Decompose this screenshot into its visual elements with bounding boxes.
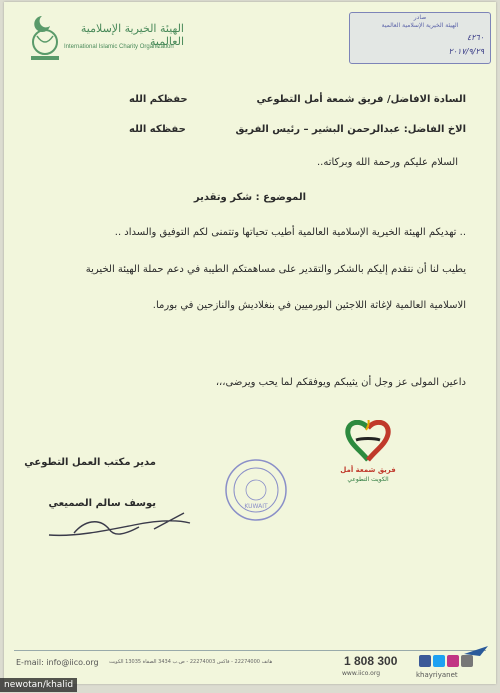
- recipient-salute: حفظكم الله: [129, 94, 188, 105]
- facebook-icon: [419, 655, 431, 667]
- plane-icon: [462, 642, 490, 658]
- stamp-org: الهيئة الخيرية الإسلامية العالمية: [381, 22, 459, 29]
- organization-logo: [26, 12, 186, 68]
- paragraph-2-line-2: الاسلامية العالمية لإغاثة اللاجئين البورميين في بنغلاديش والنازحين في بورما.: [152, 300, 466, 311]
- signatory-name: يوسف سالم الصميعي: [48, 498, 156, 509]
- team-logo-subtitle: الكويت التطوعي: [347, 476, 389, 483]
- crescent-globe-icon: [28, 12, 62, 64]
- stamp-date: ٢٠١٧/٩/٢٩: [448, 47, 484, 56]
- org-name-english: International Islamic Charity Organization: [64, 44, 174, 50]
- stamp-number: ٤٢٦٠: [466, 33, 484, 42]
- org-name-arabic: الهيئة الخيرية الإسلامية العالمية: [80, 22, 184, 48]
- watermark-label: newotan/khalid: [0, 678, 77, 692]
- instagram-icon: [447, 655, 459, 667]
- attention-line: الاخ الفاضل: عبدالرحمن البشير – رئيس الفريق: [235, 124, 466, 135]
- team-logo-name: فريق شمعة أمل: [340, 466, 396, 474]
- footer-hashtag: khayriyanet: [416, 671, 458, 679]
- team-logo: [332, 420, 404, 492]
- handwritten-signature: [44, 507, 194, 547]
- stamp-label: صادر: [413, 14, 427, 21]
- attention-salute: حفظكه الله: [129, 124, 186, 135]
- seal-text: KUWAIT: [244, 503, 268, 510]
- twitter-icon: [433, 655, 445, 667]
- footer-divider: [14, 650, 486, 651]
- reference-stamp: [349, 12, 491, 64]
- kuwait-flag-heart-icon: [338, 420, 398, 466]
- letter-page: [4, 2, 496, 684]
- footer-email: E-mail: info@iico.org: [16, 658, 99, 667]
- footer-phone: 1 808 300: [344, 654, 398, 668]
- closing-line: داعين المولى عز وجل أن يثيبكم ويوفقكم لما يحب ويرضى،،،: [215, 377, 466, 388]
- subject-line: الموضوع : شكر وتقدير: [193, 192, 306, 203]
- official-seal: [224, 458, 288, 522]
- recipient-line: السادة الافاضل/ فريق شمعة أمل التطوعي: [256, 94, 466, 105]
- footer-website: www.iico.org: [342, 670, 381, 677]
- paragraph-2-line-1: يطيب لنا أن نتقدم إليكم بالشكر والتقدير على مساهمتكم الطيبة في دعم حملة الهيئة الخيرية: [85, 264, 466, 275]
- greeting: السلام عليكم ورحمة الله وبركاته..: [316, 157, 458, 168]
- signatory-title: مدير مكتب العمل التطوعي: [24, 457, 156, 468]
- footer-address: هاتف 22274000 - فاكس 22274003 - ص.ب 3434 الصفاة 13035 الكويت: [109, 659, 273, 665]
- paragraph-1: .. تهديكم الهيئة الخيرية الإسلامية العالمية أطيب تحياتها وتتمنى لكم التوفيق والسداد ..: [114, 227, 466, 238]
